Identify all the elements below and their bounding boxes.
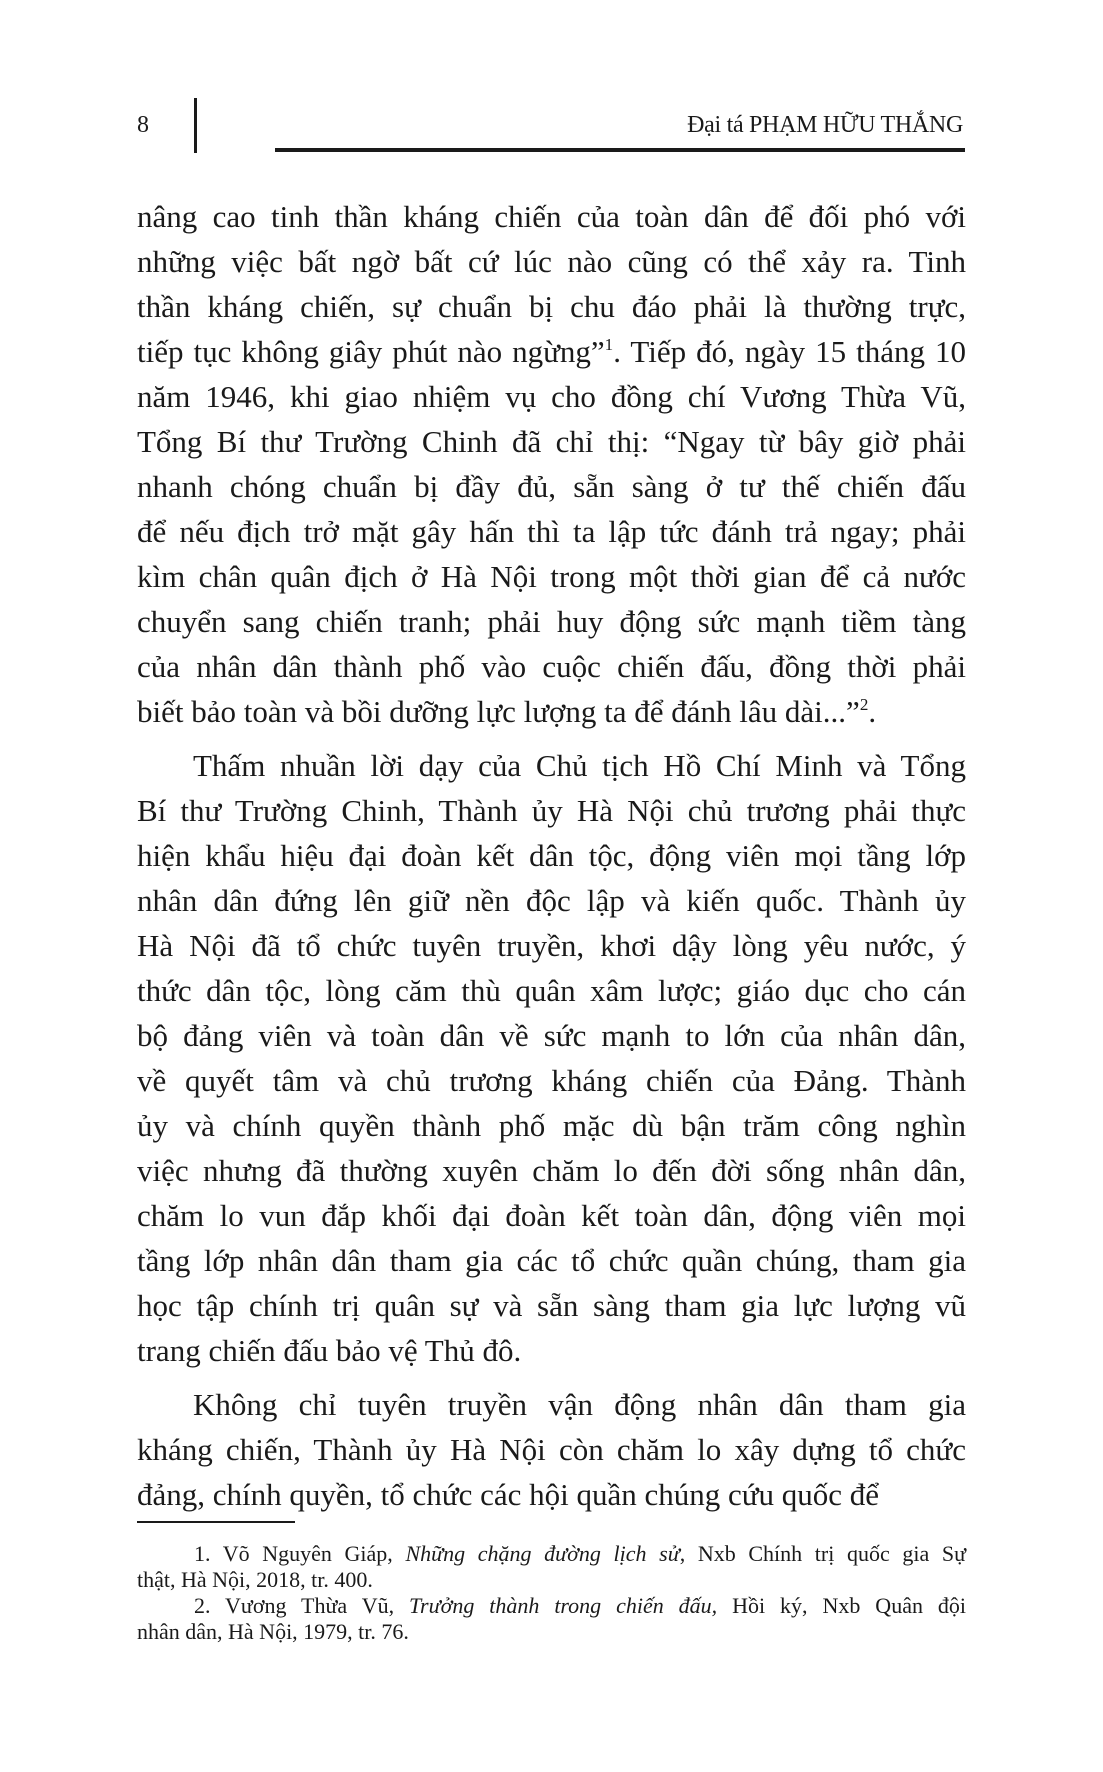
body-line (137, 1243, 966, 1279)
footnote-1-title: Những chặng đường lịch sử (405, 1541, 680, 1566)
body-line (137, 559, 966, 595)
running-head: Đại tá PHẠM HỮU THẮNG (687, 112, 963, 138)
body-line-text: để nếu địch trở mặt gây hấn thì ta lập tức đánh trả ngay; phải (137, 514, 966, 549)
body-line-text: chăm lo vun đắp khối đại đoàn kết toàn dân, động viên mọi (137, 1198, 966, 1233)
footnote-rule (137, 1521, 295, 1523)
footnote-2-number: 2. (194, 1593, 211, 1618)
body-line-text: năm 1946, khi giao nhiệm vụ cho đồng chí Vương Thừa Vũ, (137, 379, 966, 414)
body-line-text: Hà Nội đã tổ chức tuyên truyền, khơi dậy lòng yêu nước, ý (137, 928, 966, 963)
body-line-text: về quyết tâm và chủ trương kháng chiến của Đảng. Thành (137, 1063, 966, 1098)
body-line-text: biết bảo toàn và bồi dưỡng lực lượng ta để đánh lâu dài...” (137, 694, 860, 729)
body-line-tail: . Tiếp đó, ngày 15 tháng 10 (613, 334, 966, 369)
footnote-2-author: Vương Thừa Vũ, (225, 1593, 395, 1618)
body-line (137, 289, 966, 325)
footnote-1-number: 1. (194, 1541, 211, 1566)
body-line (137, 883, 966, 919)
body-line (137, 244, 966, 280)
body-line-text: Thấm nhuần lời dạy của Chủ tịch Hồ Chí Minh và Tổng (193, 748, 966, 783)
body-line (137, 1108, 966, 1144)
body-line (193, 748, 966, 784)
header-vertical-bar (194, 98, 197, 153)
body-line (137, 694, 966, 730)
body-line (137, 604, 966, 640)
body-line (137, 469, 966, 505)
body-line (137, 1477, 966, 1513)
body-line (137, 1198, 966, 1234)
footnote-2-title: Trưởng thành trong chiến đấu, (409, 1593, 718, 1618)
body-line (137, 199, 966, 235)
page-number: 8 (137, 112, 149, 138)
body-line-text: tiếp tục không giây phút nào ngừng” (137, 334, 605, 369)
body-line (137, 1063, 966, 1099)
body-line (137, 514, 966, 550)
body-line-tail: . (868, 694, 877, 729)
body-line (137, 1432, 966, 1468)
body-line (137, 838, 966, 874)
footnote-1-author: Võ Nguyên Giáp, (222, 1541, 393, 1566)
body-line-text: kìm chân quân địch ở Hà Nội trong một thời gian để cả nước (137, 559, 966, 594)
body-line-text: chuyển sang chiến tranh; phải huy động sức mạnh tiềm tàng (137, 604, 966, 639)
body-line-text: nhanh chóng chuẩn bị đầy đủ, sẵn sàng ở tư thế chiến đấu (137, 469, 966, 504)
footnote-1-line-2: thật, Hà Nội, 2018, tr. 400. (137, 1567, 373, 1592)
body-line-text: bộ đảng viên và toàn dân về sức mạnh to lớn của nhân dân, (137, 1018, 966, 1053)
body-line-text: hiện khẩu hiệu đại đoàn kết dân tộc, động viên mọi tầng lớp (137, 838, 966, 873)
body-line-text: của nhân dân thành phố vào cuộc chiến đấu, đồng thời phải (137, 649, 966, 684)
body-line-text: Không chỉ tuyên truyền vận động nhân dân tham gia (193, 1387, 966, 1422)
footnote-1-line-1 (194, 1541, 966, 1567)
body-line-text: thức dân tộc, lòng căm thù quân xâm lược; giáo dục cho cán (137, 973, 966, 1008)
header-rule (275, 148, 965, 152)
body-line (137, 649, 966, 685)
body-line-text: thần kháng chiến, sự chuẩn bị chu đáo phải là thường trực, (137, 289, 966, 324)
footnote-ref-2[interactable]: 2 (859, 695, 869, 715)
body-line-text: nâng cao tinh thần kháng chiến của toàn dân để đối phó với (137, 199, 966, 234)
body-line-text: tầng lớp nhân dân tham gia các tổ chức quần chúng, tham gia (137, 1243, 966, 1278)
body-line-text: trang chiến đấu bảo vệ Thủ đô. (137, 1333, 522, 1368)
body-line (137, 973, 966, 1009)
body-line (137, 424, 966, 460)
body-line (137, 334, 966, 370)
body-line-text: Bí thư Trường Chinh, Thành ủy Hà Nội chủ trương phải thực (137, 793, 966, 828)
body-line (137, 1153, 966, 1189)
body-line-text: kháng chiến, Thành ủy Hà Nội còn chăm lo xây dựng tổ chức (137, 1432, 966, 1467)
footnote-2-line-1 (194, 1593, 966, 1619)
footnote-2-line-2: nhân dân, Hà Nội, 1979, tr. 76. (137, 1619, 409, 1644)
body-line-text: nhân dân đứng lên giữ nền độc lập và kiến quốc. Thành ủy (137, 883, 966, 918)
body-line-text: ủy và chính quyền thành phố mặc dù bận trăm công nghìn (137, 1108, 966, 1143)
footnote-1-rest: , Nxb Chính trị quốc gia Sự (679, 1541, 967, 1566)
body-line (137, 928, 966, 964)
body-line-text: những việc bất ngờ bất cứ lúc nào cũng có thể xảy ra. Tinh (137, 244, 966, 279)
body-line-text: học tập chính trị quân sự và sẵn sàng tham gia lực lượng vũ (137, 1288, 966, 1323)
body-line (137, 379, 966, 415)
body-line (137, 1333, 966, 1369)
body-line (137, 1288, 966, 1324)
body-line (137, 1018, 966, 1054)
footnote-2-rest: Hồi ký, Nxb Quân đội (732, 1593, 967, 1618)
body-line-text: việc nhưng đã thường xuyên chăm lo đến đời sống nhân dân, (137, 1153, 966, 1188)
footnote-ref-1[interactable]: 1 (604, 335, 614, 355)
body-line (193, 1387, 966, 1423)
body-line-text: Tổng Bí thư Trường Chinh đã chỉ thị: “Ngay từ bây giờ phải (137, 424, 966, 459)
body-line (137, 793, 966, 829)
body-line-text: đảng, chính quyền, tổ chức các hội quần chúng cứu quốc để (137, 1477, 880, 1512)
